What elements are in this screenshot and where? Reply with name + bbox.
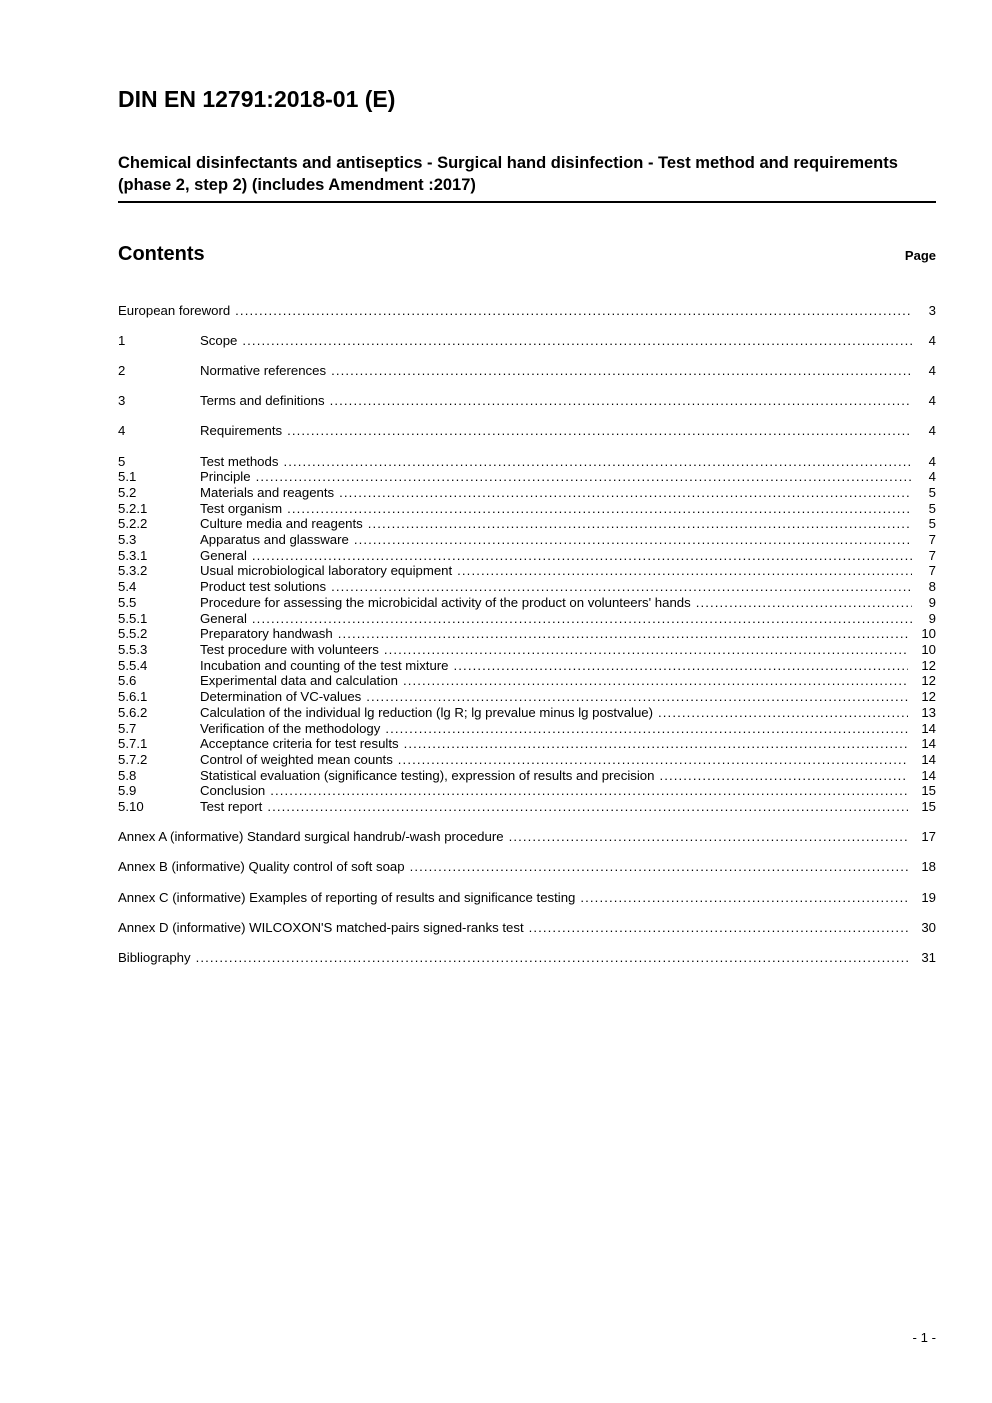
toc-annex-label: Annex B (informative) Quality control of soft soap [118, 859, 405, 875]
toc-entry-number: 5.10 [118, 799, 144, 815]
toc-entry-page: 4 [928, 423, 936, 439]
toc-entry[interactable] [118, 486, 936, 499]
toc-annex-label: Bibliography [118, 950, 191, 966]
leader-dots [366, 690, 908, 703]
toc-annex-entry[interactable] [118, 921, 936, 934]
toc-entry-number: 5.8 [118, 767, 137, 783]
toc-entry-number: 4 [118, 423, 126, 439]
toc-entry[interactable] [118, 784, 936, 797]
toc-annex-entry[interactable] [118, 860, 936, 873]
toc-entry-label: Test organism [200, 500, 283, 516]
toc-entry-label: Scope [200, 332, 238, 348]
toc-entry-label: Preparatory handwash [200, 626, 333, 642]
toc-entry-page: 10 [921, 641, 936, 657]
toc-entry[interactable] [118, 364, 936, 377]
toc-annex-page: 31 [921, 950, 936, 966]
toc-entry[interactable] [118, 394, 936, 407]
toc-entry-page: 5 [928, 484, 936, 500]
toc-entry[interactable] [118, 737, 936, 750]
toc-entry-page: 5 [928, 516, 936, 532]
document-number: DIN EN 12791:2018-01 (E) [118, 86, 396, 112]
toc-entry-page: 7 [928, 532, 936, 548]
toc-entry-page: 9 [928, 594, 936, 610]
toc-entry-label: Test report [200, 799, 263, 815]
toc-entry-label: General [200, 610, 247, 626]
toc-entry-label: Incubation and counting of the test mixture [200, 657, 449, 673]
toc-entry[interactable] [118, 424, 936, 437]
toc-entry-number: 5.2.2 [118, 516, 148, 532]
toc-entry-label: Product test solutions [200, 579, 327, 595]
toc-entry-label: Principle [200, 469, 251, 485]
toc-entry-number: 5 [118, 453, 126, 469]
leader-dots [403, 674, 908, 687]
toc-entry-number: 5.9 [118, 783, 137, 799]
leader-dots [242, 334, 912, 347]
toc-entry-label: Statistical evaluation (significance testing), expression of results and precision [200, 767, 655, 783]
leader-dots [235, 304, 912, 317]
toc-entry-number: 5.1 [118, 469, 137, 485]
leader-dots [331, 364, 912, 377]
document-title: Chemical disinfectants and antiseptics - Surgical hand disinfection - Test method and requirements (phase 2, step 2) (includes Amendment :2017) [118, 153, 936, 203]
leader-dots [331, 580, 912, 593]
toc-entry[interactable] [118, 596, 936, 609]
toc-entry-page: 13 [921, 704, 936, 720]
leader-dots [457, 564, 912, 577]
toc-entry[interactable] [118, 517, 936, 530]
toc-entry-label: Test procedure with volunteers [200, 641, 379, 657]
leader-dots [354, 533, 912, 546]
toc-entry-page: 8 [928, 579, 936, 595]
toc-entry[interactable] [118, 612, 936, 625]
toc-entry-number: 2 [118, 362, 126, 378]
leader-dots [287, 502, 912, 515]
leader-dots [339, 486, 912, 499]
toc-entry-number: 5.5.2 [118, 626, 148, 642]
toc-entry-label: Requirements [200, 423, 283, 439]
toc-entry-number: 5.7.2 [118, 751, 148, 767]
table-of-contents [118, 304, 936, 965]
toc-entry[interactable] [118, 455, 936, 468]
toc-entry-label: Verification of the methodology [200, 720, 381, 736]
toc-entry[interactable] [118, 643, 936, 656]
toc-entry-page: 12 [921, 657, 936, 673]
leader-dots [398, 753, 908, 766]
toc-entry-page: 4 [928, 393, 936, 409]
toc-entry[interactable] [118, 769, 936, 782]
toc-entry-page: 3 [928, 302, 936, 318]
toc-entry-page: 4 [928, 453, 936, 469]
leader-dots [330, 394, 912, 407]
leader-dots [287, 424, 912, 437]
toc-entry-label: Culture media and reagents [200, 516, 363, 532]
toc-entry-page: 7 [928, 563, 936, 579]
leader-dots [267, 800, 908, 813]
leader-dots [696, 596, 912, 609]
leader-dots [256, 470, 912, 483]
toc-entry-page: 14 [921, 767, 936, 783]
toc-entry-number: 5.7.1 [118, 736, 148, 752]
leader-dots [659, 769, 908, 782]
toc-entry-number: 5.6.1 [118, 689, 148, 705]
leader-dots [196, 951, 908, 964]
leader-dots [658, 706, 908, 719]
toc-entry[interactable] [118, 674, 936, 687]
toc-entry-number: 5.2.1 [118, 500, 148, 516]
toc-entry[interactable] [118, 502, 936, 515]
leader-dots [368, 517, 912, 530]
toc-entry[interactable] [118, 334, 936, 347]
leader-dots [454, 659, 908, 672]
toc-entry[interactable] [118, 800, 936, 813]
toc-entry[interactable] [118, 533, 936, 546]
toc-entry-page: 10 [921, 626, 936, 642]
toc-entry-label: Control of weighted mean counts [200, 751, 393, 767]
toc-entry-page: 15 [921, 799, 936, 815]
toc-entry-label: Calculation of the individual lg reduction (lg R; lg prevalue minus lg postvalue) [200, 704, 654, 720]
page-content [118, 86, 936, 981]
toc-entry-label: Determination of VC-values [200, 689, 362, 705]
leader-dots [338, 627, 908, 640]
leader-dots [509, 830, 908, 843]
toc-annex-page: 19 [921, 889, 936, 905]
toc-entry-label: Experimental data and calculation [200, 673, 398, 689]
toc-entry[interactable] [118, 470, 936, 483]
toc-entry-number: 5.6 [118, 673, 137, 689]
leader-dots [410, 860, 908, 873]
toc-entry-page: 5 [928, 500, 936, 516]
toc-annex-label: Annex A (informative) Standard surgical handrub/-wash procedure [118, 829, 504, 845]
toc-entry[interactable] [118, 580, 936, 593]
toc-entry-number: 3 [118, 393, 126, 409]
toc-entry-number: 1 [118, 332, 126, 348]
toc-annex-label: Annex C (informative) Examples of reporting of results and significance testing [118, 889, 576, 905]
toc-annex-label: Annex D (informative) WILCOXON'S matched-pairs signed-ranks test [118, 919, 524, 935]
toc-entry-page: 9 [928, 610, 936, 626]
toc-entry-number: 5.2 [118, 484, 137, 500]
toc-entry-page: 14 [921, 751, 936, 767]
toc-entry-label: Acceptance criteria for test results [200, 736, 399, 752]
leader-dots [252, 612, 912, 625]
toc-entry-page: 15 [921, 783, 936, 799]
toc-entry[interactable] [118, 627, 936, 640]
toc-entry-number: 5.7 [118, 720, 137, 736]
toc-annex-entry[interactable] [118, 891, 936, 904]
toc-entry-foreword[interactable] [118, 304, 936, 317]
toc-entry-label: Materials and reagents [200, 484, 335, 500]
toc-entry-page: 14 [921, 736, 936, 752]
toc-entry-page: 4 [928, 362, 936, 378]
toc-annex-list [118, 830, 936, 964]
toc-entry-page: 12 [921, 689, 936, 705]
toc-entry-page: 4 [928, 469, 936, 485]
toc-entry-number: 5.3.1 [118, 547, 148, 563]
toc-entry[interactable] [118, 549, 936, 562]
toc-entry-label: European foreword [118, 302, 231, 318]
toc-entry-number: 5.3 [118, 532, 137, 548]
toc-entry-label: Apparatus and glassware [200, 532, 349, 548]
toc-entry-page: 12 [921, 673, 936, 689]
contents-header [118, 243, 936, 266]
leader-dots [385, 722, 908, 735]
toc-entry[interactable] [118, 753, 936, 766]
toc-entry-number: 5.5 [118, 594, 137, 610]
toc-annex-page: 30 [921, 919, 936, 935]
leader-dots [529, 921, 908, 934]
toc-entry-number: 5.4 [118, 579, 137, 595]
toc-entry[interactable] [118, 659, 936, 672]
toc-entry-number: 5.5.3 [118, 641, 148, 657]
leader-dots [252, 549, 912, 562]
toc-annex-entry[interactable] [118, 951, 936, 964]
toc-entry[interactable] [118, 564, 936, 577]
toc-entry-number: 5.6.2 [118, 704, 148, 720]
leader-dots [580, 891, 908, 904]
footer-page-number: - 1 - [912, 1330, 936, 1345]
toc-entry[interactable] [118, 690, 936, 703]
toc-entry[interactable] [118, 706, 936, 719]
toc-annex-page: 18 [921, 859, 936, 875]
toc-entry-label: General [200, 547, 247, 563]
leader-dots [283, 455, 912, 468]
toc-entry-page: 14 [921, 720, 936, 736]
toc-entry-label: Procedure for assessing the microbicidal activity of the product on volunteers' hands [200, 594, 691, 610]
leader-dots [270, 784, 908, 797]
toc-entry-number: 5.3.2 [118, 563, 148, 579]
toc-entry[interactable] [118, 722, 936, 735]
leader-dots [404, 737, 908, 750]
toc-entry-label: Test methods [200, 453, 279, 469]
toc-entry-label: Usual microbiological laboratory equipment [200, 563, 453, 579]
contents-heading: Contents [118, 242, 205, 265]
page-column-label: Page [904, 247, 936, 263]
toc-entry-page: 4 [928, 332, 936, 348]
toc-entry-label: Normative references [200, 362, 327, 378]
toc-entry-label: Conclusion [200, 783, 266, 799]
toc-entry-number: 5.5.1 [118, 610, 148, 626]
toc-entry-number: 5.5.4 [118, 657, 148, 673]
leader-dots [384, 643, 908, 656]
toc-entry-label: Terms and definitions [200, 393, 325, 409]
toc-annex-page: 17 [921, 829, 936, 845]
toc-entry-list [118, 334, 936, 813]
toc-annex-entry[interactable] [118, 830, 936, 843]
toc-entry-page: 7 [928, 547, 936, 563]
